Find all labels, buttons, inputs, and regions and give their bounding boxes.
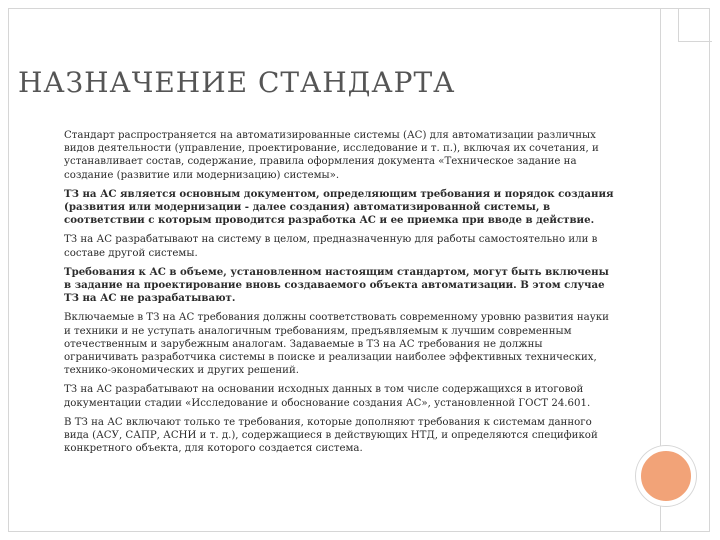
paragraph-4: Требования к АС в объеме, установленном настоящим стандартом, могут быть включены в задание на проектирование вновь создаваемого объекта автоматизации. В этом случае ТЗ на АС не разрабатывают. bbox=[64, 265, 609, 305]
paragraph-6: ТЗ на АС разрабатывают на основании исходных данных в том числе содержащихся в итоговой документации стадии «Исследование и обоснование создания АС», установленной ГОСТ 24.601. bbox=[64, 384, 591, 409]
paragraph-7: В ТЗ на АС включают только те требования, которые дополняют требования к системам данного вида (АСУ, САПР, АСНИ и т. д.), содержащиеся в действующих НТД, и определяются спецификой конкретного объекта, для которого создается система. bbox=[64, 416, 598, 455]
slide-title: НАЗНАЧЕНИЕ СТАНДАРТА bbox=[18, 66, 456, 99]
paragraph-3: ТЗ на АС разрабатывают на систему в целом, предназначенную для работы самостоятельно или в составе другой системы. bbox=[64, 234, 598, 259]
paragraph-1: Стандарт распространяется на автоматизированные системы (АС) для автоматизации различных видов деятельности (управление, проектирование, исследование и т. п.), включая их сочетания, и устанавливает состав, содержание, правила оформления документа «Техническое задание на создание (развитие или модернизацию) системы». bbox=[64, 130, 599, 181]
orange-circle-decoration bbox=[636, 446, 696, 506]
paragraph-2: ТЗ на АС является основным документом, определяющим требования и порядок создания (развития или модернизации - далее создания) автоматизированной системы, в соответствии с которым проводится разработка АС и ее приемка при вводе в действие. bbox=[64, 187, 614, 227]
paragraph-5: Включаемые в ТЗ на АС требования должны соответствовать современному уровню развития науки и техники и не уступать аналогичным требованиям, предъявляемым к лучшим современным отечественным и зарубежным аналогам. Задаваемые в ТЗ на АС требования не должны ограничивать разработчика системы в поиске и реализации наиболее эффективных технических, технико-экономических и других решений. bbox=[64, 312, 609, 377]
corner-decoration bbox=[678, 8, 712, 42]
slide-body bbox=[64, 129, 616, 461]
